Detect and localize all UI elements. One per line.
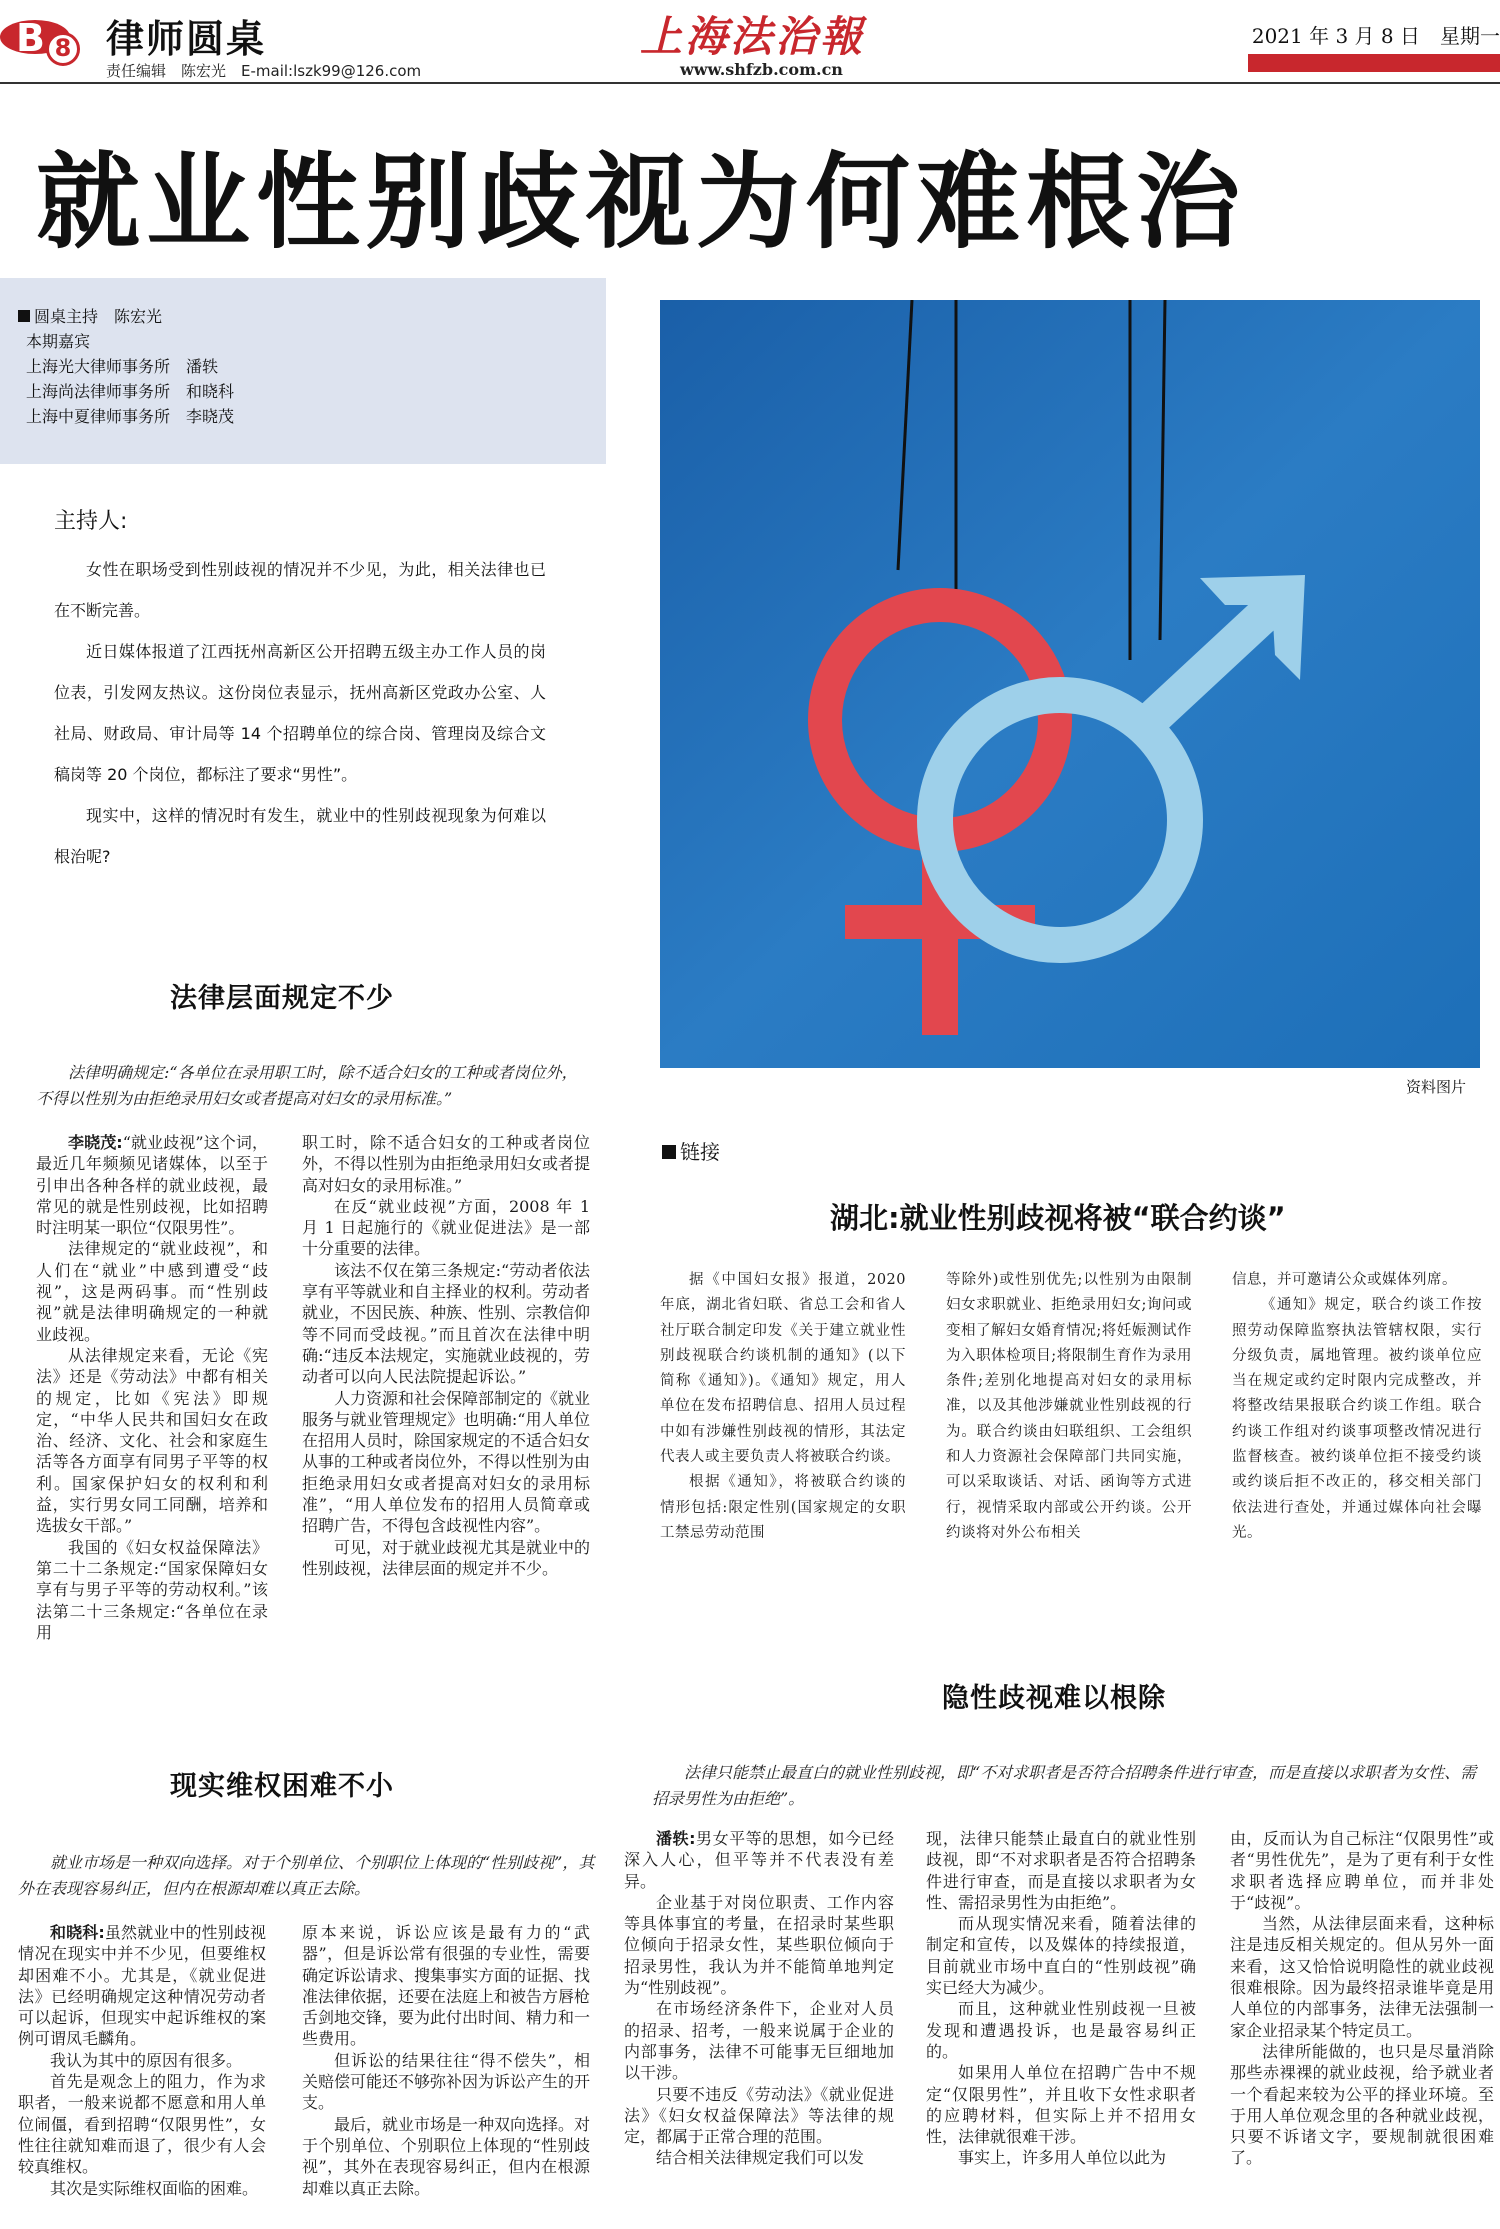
article-paragraph: 《通知》规定，联合约谈工作按照劳动保障监察执法管辖权限，实行分级负责，属地管理。被约谈单位应当在规定或约定时限内完成整改，并将整改结果报联合约谈工作组。联合约谈工作组对约谈事项整改情况进行监督核查。被约谈单位拒不接受约谈或约谈后拒不改正的，移交相关部门依法进行查处，并通过媒体向社会曝光。 [1232, 1297, 1482, 1541]
editor-line: 责任编辑 陈宏光 E-mail:lszk99@126.com [106, 62, 422, 80]
section2-column-2 [302, 1922, 590, 2222]
article-paragraph: 首先是观念上的阻力，作为求职者，一般来说都不愿意和用人单位闹僵，看到招聘“仅限男性”，女性往往就知难而退了，很少有人会较真维权。 [18, 2072, 266, 2177]
sidebar-tag-label: 链接 [680, 1140, 720, 1164]
square-bullet-icon [18, 310, 30, 322]
article-paragraph: “就业歧视”这个词，最近几年频频见诸媒体，以至于引申出各种各样的就业歧视，最常见的就是性别歧视，比如招聘时注明某一职位“仅限男性”。 [36, 1133, 268, 1238]
article-paragraph: 事实上，许多用人单位以此为 [958, 2148, 1167, 2168]
article-paragraph: 原本来说，诉讼应该是最有力的“武器”，但是诉讼常有很强的专业性，需要确定诉讼请求、搜集事实方面的证据、找准法律依据，还要在法庭上和被告方唇枪舌剑地交锋，要为此付出时间、精力和一些费用。 [302, 1923, 590, 2049]
section1-lead: 法律明确规定:“各单位在录用职工时，除不适合妇女的工种或者岗位外，不得以性别为由拒绝录用妇女或者提高对妇女的录用标准。” [36, 1063, 578, 1108]
article-paragraph: 等除外)或性别优先;以性别为由限制妇女求职就业、拒绝录用妇女;询问或变相了解妇女婚育情况;将妊娠测试作为入职体检项目;将限制生育作为录用条件;差别化地提高对妇女的录用标准，以及其他涉嫌就业性别歧视的行为。联合约谈由妇联组织、工会组织和人力资源社会保障部门共同实施，可以采取谈话、对话、函询等方式进行，视情采取内部或公开约谈。公开约谈将对外公布相关 [946, 1272, 1192, 1541]
paper-url[interactable]: www.shfzb.com.cn [680, 60, 843, 79]
page-badge [0, 14, 86, 62]
page-number: 8 [46, 32, 80, 66]
article-paragraph: 而且，这种就业性别歧视一旦被发现和遭遇投诉，也是最容易纠正的。 [926, 1999, 1196, 2061]
section1-title: 法律层面规定不少 [170, 983, 394, 1014]
article-paragraph: 如果用人单位在招聘广告中不规定“仅限男性”，并且收下女性求职者的应聘材料，但实际上并不招用女性，法律就很难干涉。 [926, 2063, 1196, 2147]
article-paragraph: 人力资源和社会保障部制定的《就业服务与就业管理规定》也明确:“用人单位在招用人员时，除国家规定的不适合妇女从事的工种或者岗位外，不得以性别为由拒绝录用妇女或者提高对妇女的录用标准”，“用人单位发布的招用人员简章或招聘广告，不得包含歧视性内容”。 [302, 1388, 590, 1536]
article-paragraph: 但诉讼的结果往往“得不偿失”，相关赔偿可能还不够弥补因为诉讼产生的开支。 [302, 2050, 590, 2113]
host-name: 圆桌主持 陈宏光 [34, 307, 163, 326]
article-paragraph: 法律规定的“就业歧视”，和人们在“就业”中感到遭受“歧视”，这是两码事。而“性别歧视”就是法律明确规定的一种就业歧视。 [36, 1239, 268, 1344]
masthead-red-rule [1248, 54, 1500, 72]
speaker-name: 和晓科: [50, 1923, 105, 1942]
section2-column-1 [18, 1922, 266, 2222]
section3-title: 隐性歧视难以根除 [942, 1683, 1166, 1714]
article-paragraph: 男女平等的思想，如今已经深入人心，但平等并不代表没有差异。 [624, 1829, 894, 1891]
page-letter: B [16, 16, 45, 60]
masthead-divider [0, 82, 1500, 84]
article-paragraph: 现，法律只能禁止最直白的就业性别歧视，即“不对求职者是否符合招聘条件进行审查，而是直接以求职者为女性、需招录男性为由拒绝”。 [926, 1829, 1196, 1912]
article-paragraph: 结合相关法律规定我们可以发 [656, 2148, 865, 2168]
gender-symbols-photo [660, 300, 1480, 1068]
guest-item: 上海中夏律师事务所 李晓茂 [26, 407, 235, 426]
article-paragraph: 在反“就业歧视”方面，2008 年 1 月 1 日起施行的《就业促进法》是一部十分重要的法律。 [302, 1196, 590, 1259]
paper-logo: 上海法治報 [640, 12, 866, 61]
sidebar-column-3 [1232, 1268, 1482, 1584]
host-row [18, 304, 606, 329]
speaker-name: 潘轶: [656, 1829, 696, 1848]
section3-lead: 法律只能禁止最直白的就业性别歧视，即“不对求职者是否符合招聘条件进行审查，而是直接以求职者为女性、需招录男性为由拒绝”。 [652, 1763, 1477, 1808]
article-paragraph: 该法不仅在第三条规定:“劳动者依法享有平等就业和自主择业的权利。劳动者就业，不因民族、种族、性别、宗教信仰等不同而受歧视。”而且首次在法律中明确:“违反本法规定，实施就业歧视的，劳动者可以向人民法院提起诉讼。” [302, 1260, 590, 1387]
article-paragraph: 只要不违反《劳动法》《就业促进法》《妇女权益保障法》等法律的规定，都属于正常合理的范围。 [624, 2084, 894, 2147]
article-paragraph: 可见，对于就业歧视尤其是就业中的性别歧视，法律层面的规定并不少。 [302, 1537, 590, 1578]
section1-column-2 [302, 1132, 590, 1690]
section1-column-1 [36, 1132, 268, 1690]
sidebar-column-2 [946, 1268, 1192, 1584]
article-paragraph: 信息，并可邀请公众或媒体列席。 [1232, 1272, 1457, 1288]
article-paragraph: 法律所能做的，也只是尽量消除那些赤裸裸的就业歧视，给予就业者一个看起来较为公平的择业环境。至于用人单位观念里的各种就业歧视，只要不诉诸文字，要规制就很困难了。 [1230, 2041, 1494, 2168]
article-paragraph: 从法律规定来看，无论《宪法》还是《劳动法》中都有相关的规定，比如《宪法》即规定，“中华人民共和国妇女在政治、经济、文化、社会和家庭生活等各方面享有同男子平等的权利。国家保护妇女的权利和利益，实行男女同工同酬，培养和选拔女干部。” [36, 1345, 268, 1536]
article-paragraph: 由，反而认为自己标注“仅限男性”或者“男性优先”，是为了更有利于女性求职者选择应聘单位，而并非处于“歧视”。 [1230, 1829, 1494, 1912]
article-paragraph: 职工时，除不适合妇女的工种或者岗位外，不得以性别为由拒绝录用妇女或者提高对妇女的录用标准。” [302, 1133, 590, 1195]
moderator-paragraph: 女性在职场受到性别歧视的情况并不少见，为此，相关法律也已在不断完善。 [54, 560, 546, 620]
article-paragraph: 虽然就业中的性别歧视情况在现实中并不少见，但要维权却困难不小。尤其是，《就业促进法》已经明确规定这种情况劳动者可以起诉，但现实中起诉维权的案例可谓凤毛麟角。 [18, 1923, 266, 2049]
article-paragraph: 根据《通知》，将被联合约谈的情形包括:限定性别(国家规定的女职工禁忌劳动范围 [660, 1474, 906, 1541]
photo-credit: 资料图片 [1406, 1078, 1467, 1096]
guest-item: 上海光大律师事务所 潘轶 [26, 357, 219, 376]
section3-column-2 [926, 1828, 1196, 2224]
sidebar-column-1 [660, 1268, 906, 1584]
guest-item: 上海尚法律师事务所 和晓科 [26, 382, 235, 401]
article-paragraph: 企业基于对岗位职责、工作内容等具体事宜的考量，在招录时某些职位倾向于招录女性，某些职位倾向于招录男性，我认为并不能简单地判定为“性别歧视”。 [624, 1892, 894, 1998]
panel-box [0, 278, 606, 464]
guests-label: 本期嘉宾 [26, 332, 91, 351]
moderator-paragraph: 近日媒体报道了江西抚州高新区公开招聘五级主办工作人员的岗位表，引发网友热议。这份岗位表显示，抚州高新区党政办公室、人社局、财政局、审计局等 14 个招聘单位的综合岗、管理岗及综合文稿岗等 20 个岗位，都标注了要求“男性”。 [54, 642, 546, 784]
moderator-intro [54, 504, 546, 877]
speaker-name: 李晓茂: [68, 1133, 123, 1152]
article-paragraph: 而从现实情况来看，随着法律的制定和宣传，以及媒体的持续报道，目前就业市场中直白的“性别歧视”确实已经大为减少。 [926, 1914, 1196, 1998]
moderator-label: 主持人: [54, 509, 128, 534]
section3-column-3 [1230, 1828, 1494, 2224]
article-paragraph: 据《中国妇女报》报道，2020 年底，湖北省妇联、省总工会和省人社厅联合制定印发《关于建立就业性别歧视联合约谈机制的通知》(以下简称《通知》)。《通知》规定，用人单位在发布招聘信息、招用人员过程中如有涉嫌性别歧视的情形，其法定代表人或主要负责人将被联合约谈。 [660, 1272, 906, 1466]
page-headline: 就业性别歧视为何难根治 [36, 141, 1247, 263]
sidebar-title: 湖北:就业性别歧视将被“联合约谈” [830, 1201, 1286, 1235]
masthead [0, 0, 1500, 80]
section3-column-1 [624, 1828, 894, 2224]
article-paragraph: 其次是实际维权面临的困难。 [50, 2178, 259, 2198]
issue-date: 2021 年 3 月 8 日 星期一 [1251, 24, 1500, 48]
square-bullet-icon [662, 1145, 676, 1159]
section2-title: 现实维权困难不小 [170, 1771, 394, 1802]
moderator-paragraph: 现实中，这样的情况时有发生，就业中的性别歧视现象为何难以根治呢? [54, 806, 546, 866]
section-title: 律师圆桌 [106, 17, 267, 61]
section2-lead: 就业市场是一种双向选择。对于个别单位、个别职位上体现的“性别歧视”，其外在表现容易纠正，但内在根源却难以真正去除。 [18, 1853, 595, 1898]
sidebar-tag [662, 1136, 720, 1165]
article-paragraph: 我国的《妇女权益保障法》第二十二条规定:“国家保障妇女享有与男子平等的劳动权利。”该法第二十三条规定:“各单位在录用 [36, 1537, 268, 1642]
article-paragraph: 在市场经济条件下，企业对人员的招录、招考，一般来说属于企业的内部事务，法律不可能事无巨细地加以干涉。 [624, 1999, 894, 2083]
article-paragraph: 我认为其中的原因有很多。 [50, 2050, 243, 2070]
article-paragraph: 最后，就业市场是一种双向选择。对于个别单位、个别职位上体现的“性别歧视”，其外在表现容易纠正，但内在根源却难以真正去除。 [302, 2114, 590, 2198]
article-paragraph: 当然，从法律层面来看，这种标注是违反相关规定的。但从另外一面来看，这又恰恰说明隐性的就业歧视很难根除。因为最终招录谁毕竟是用人单位的内部事务，法律无法强制一家企业招录某个特定员工。 [1230, 1914, 1494, 2040]
